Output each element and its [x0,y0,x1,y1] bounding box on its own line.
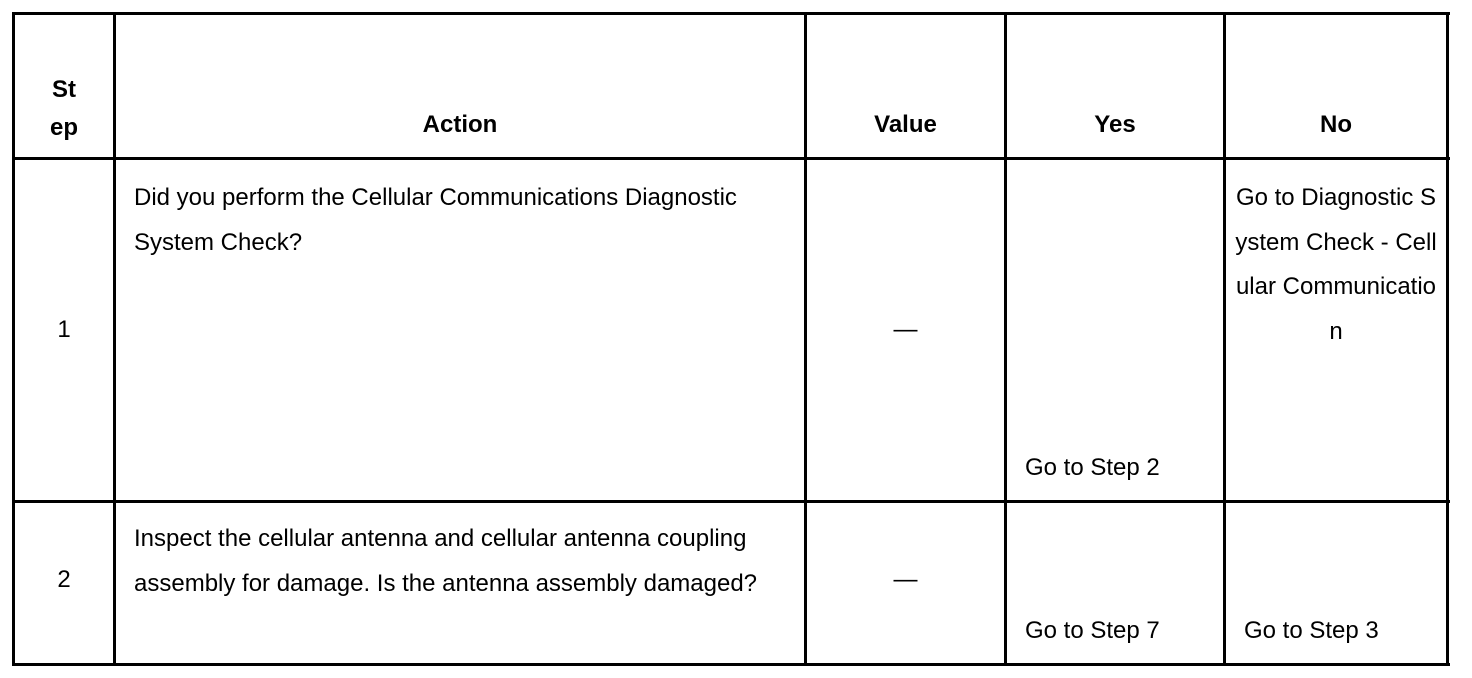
table-row-1-no [1226,160,1446,500]
table-row-1-yes [1007,160,1223,500]
table-row-1-action [116,160,804,500]
header-yes-label: Yes [1094,110,1136,138]
table-row-2-yes [1007,503,1223,663]
no-link[interactable]: Go to Step 3 [1244,616,1379,644]
table-row-2-action [116,503,804,663]
table-row-1-value [807,160,1004,500]
action-text: Inspect the cellular antenna and cellular antenna coupling assembly for damage. Is the antenna assembly damaged? [134,525,758,597]
yes-link[interactable]: Go to Step 7 [1025,616,1160,644]
header-no-label: No [1320,110,1352,138]
table-border-bottom [12,663,1450,666]
table-row-2-no [1226,503,1446,663]
step-number: 1 [57,315,71,343]
no-link[interactable]: Go to Diagnostic System Check - Cellular Communication [1235,184,1437,345]
header-yes [1007,15,1223,157]
table-row-2-step [15,503,113,663]
table-border-right [1446,12,1449,666]
table-row-1-step [15,160,113,500]
header-step-label: St ep [49,76,78,141]
yes-link[interactable]: Go to Step 2 [1025,453,1160,481]
header-value-label: Value [874,110,937,138]
header-step [15,15,113,157]
value-text: — [893,565,918,593]
header-action [116,15,804,157]
header-action-label: Action [422,110,498,138]
action-text: Did you perform the Cellular Communications Diagnostic System Check? [134,184,737,256]
header-value [807,15,1004,157]
table-row-2-value [807,503,1004,663]
diagnostic-table [12,12,1450,666]
value-text: — [893,315,918,343]
header-no [1226,15,1446,157]
step-number: 2 [57,565,71,593]
